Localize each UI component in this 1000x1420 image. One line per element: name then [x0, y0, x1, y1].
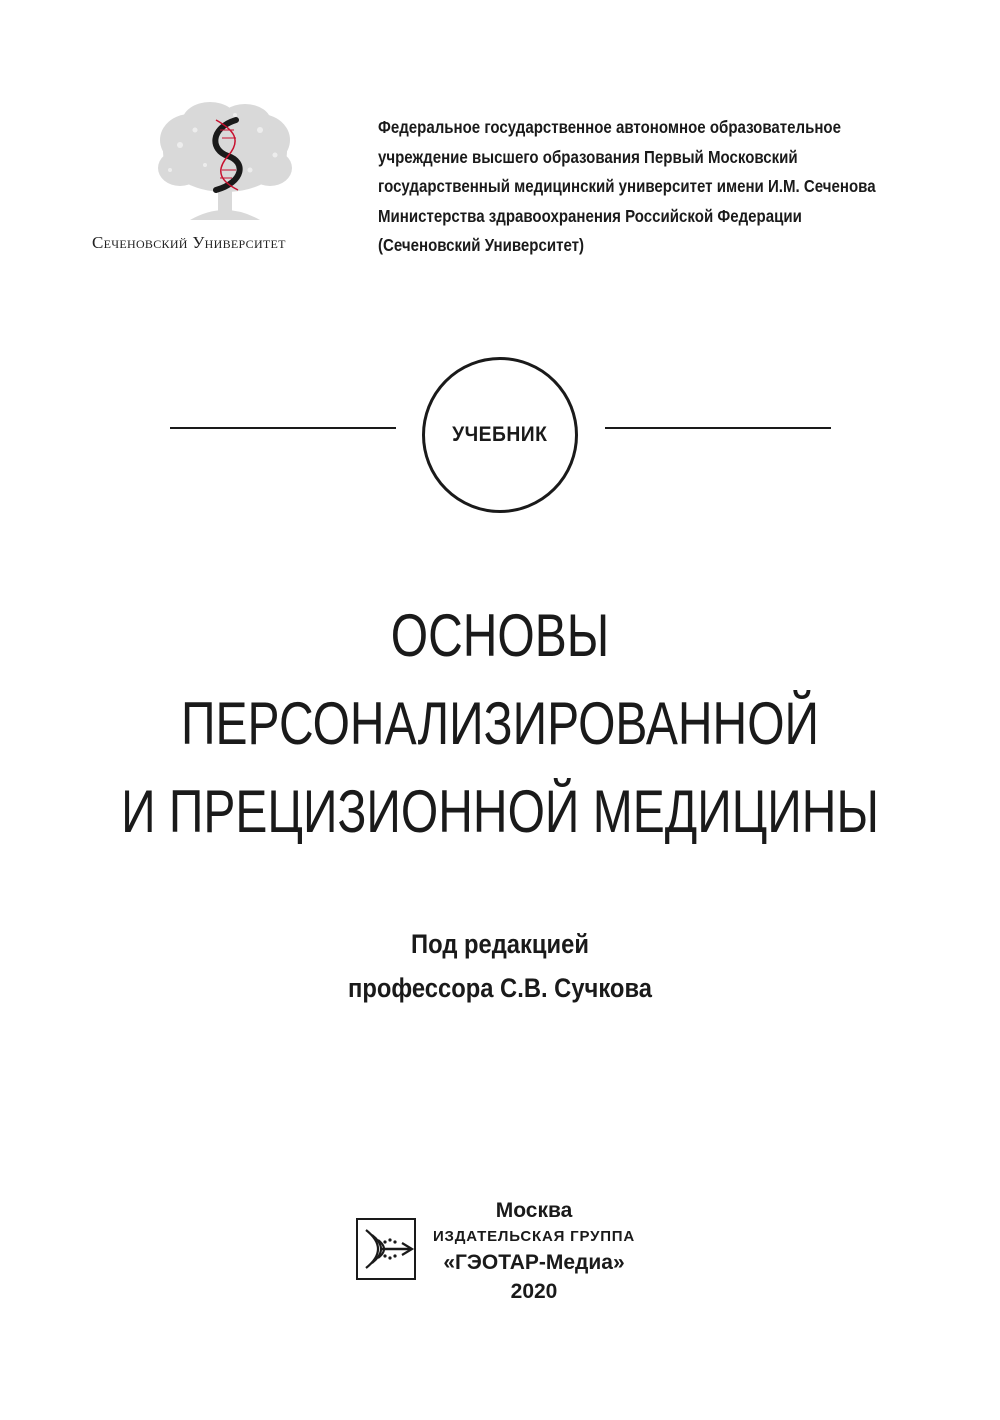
editor-line: Под редакцией [411, 929, 589, 959]
title-line: И ПРЕЦИЗИОННОЙ МЕДИЦИНЫ [121, 778, 879, 845]
title-line: ОСНОВЫ [390, 602, 610, 669]
textbook-badge [422, 357, 578, 513]
institution-name [378, 113, 876, 261]
publication-year: 2020 [510, 1280, 558, 1303]
institution-line: учреждение высшего образования Первый Московский [378, 146, 798, 167]
publication-city: Москва [495, 1199, 573, 1222]
institution-line: Федеральное государственное автономное образовательное [378, 117, 842, 137]
publisher-group: ИЗДАТЕЛЬСКАЯ ГРУППА [432, 1228, 636, 1245]
book-title [0, 592, 1000, 856]
editor-line: профессора С.В. Сучкова [348, 973, 652, 1003]
university-logo-icon [150, 100, 300, 225]
title-line: ПЕРСОНАЛИЗИРОВАННОЙ [180, 690, 820, 757]
publisher-name: «ГЭОТАР-Медиа» [443, 1251, 625, 1274]
institution-line: (Сеченовский Университет) [378, 235, 585, 255]
editor-credit [0, 922, 1000, 1010]
left-divider [170, 427, 396, 429]
right-divider [605, 427, 831, 429]
publisher-logo-icon [356, 1218, 416, 1280]
institution-line: государственный медицинский университет имени И.М. Сеченова [378, 176, 876, 196]
institution-line: Министерства здравоохранения Российской Федерации [378, 205, 802, 226]
publisher-imprint [410, 1197, 658, 1307]
university-logo-caption: Сеченовский Университет [92, 233, 286, 252]
textbook-badge-label: УЧЕБНИК [452, 423, 548, 446]
